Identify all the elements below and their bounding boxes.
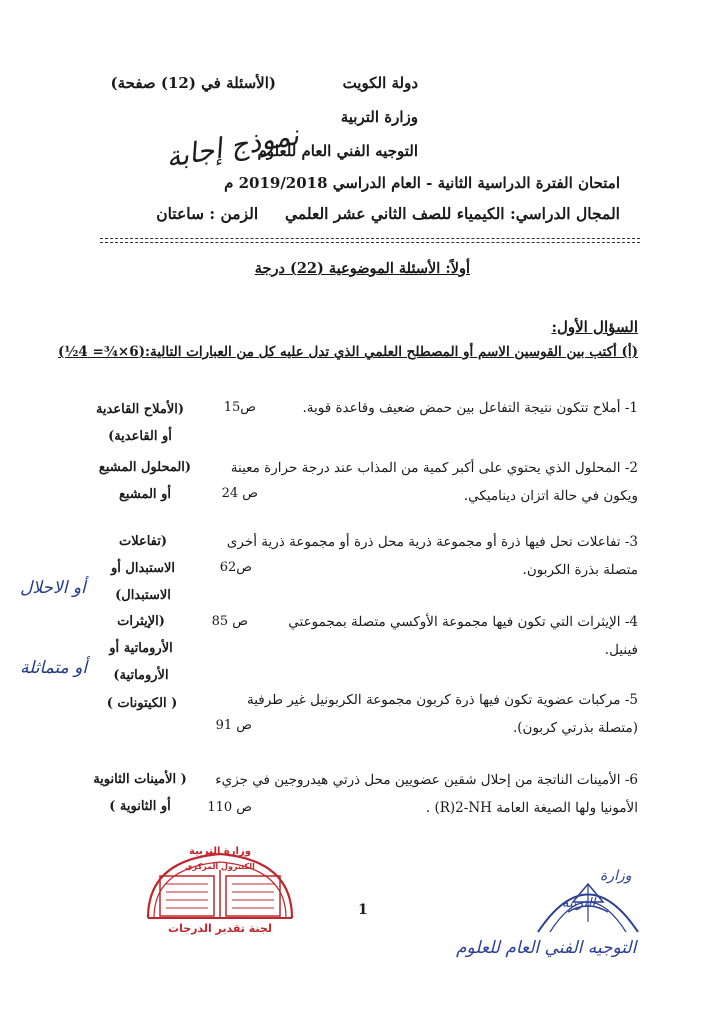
header-rule-2: [100, 242, 640, 243]
item-1-text: 1- أملاح تتكون نتيجة التفاعل بين حمض ضعيف وقاعدة قوية.: [302, 400, 638, 416]
time-label: الزمن :: [209, 204, 259, 223]
item-5-answer: [82, 690, 202, 717]
question-title: السؤال الأول:: [551, 318, 638, 336]
header-rule-1: [100, 238, 640, 239]
item-3-answer: [88, 528, 198, 609]
page-number: 1: [358, 902, 368, 918]
item-4-answer-line-2: الأروماتية أو: [109, 641, 173, 656]
ministry-name: وزارة التربية: [340, 108, 418, 126]
item-2-answer-line-2: أو المشبع: [119, 487, 171, 502]
item-1-answer-line-2: أو القاعدية): [108, 429, 172, 444]
stamp-right-line-1: وزارة: [600, 868, 632, 884]
item-5-answer-line-1: ( الكيتونات ): [106, 696, 178, 711]
grading-committee-stamp: [140, 840, 300, 940]
item-2-answer-line-1: (المحلول المشبع: [98, 460, 192, 475]
question-instruction: (أ) أكتب بين القوسين الاسم أو المصطلح العلمي الذي تدل عليه كل من العبارات التالية:(6×¾= 4½): [57, 344, 638, 360]
item-2-text: 2- المحلول الذي يحتوي على أكبر كمية من المذاب عند درجة حرارة معينة ويكون في حالة اتزان ديناميكي.: [230, 460, 638, 504]
item-6-page: ص 110: [207, 800, 252, 815]
item-1-answer: [70, 396, 210, 450]
item-4-answer-line-3: الأروماتية): [113, 668, 169, 683]
item-5-page: ص 91: [215, 718, 252, 733]
item-4-text: 4- الإيثرات التي تكون فيها مجموعة الأوكسي متصلة بمجموعتي فينيل.: [288, 614, 638, 658]
subject-label: المجال الدراسي:: [510, 204, 620, 223]
stamp-left-bottom: لجنة تقدير الدرجات: [168, 922, 272, 935]
subject-value: الكيمياء للصف الثاني عشر العلمي: [284, 204, 505, 223]
item-3-answer-line-2: الاستبدال أو: [110, 561, 176, 576]
item-3-handwritten-note: أو الاحلال: [20, 578, 86, 598]
item-6-answer-line-2: أو الثانوية ): [109, 799, 171, 814]
item-1-page: ص15: [223, 400, 256, 415]
item-2-answer: [70, 454, 220, 508]
item-4-handwritten-note: أو متماثلة: [20, 658, 88, 678]
item-2-page: ص 24: [221, 486, 258, 501]
pages-note: (الأسئلة في (12) صفحة): [110, 74, 276, 92]
item-4-page: ص 85: [211, 614, 248, 629]
country-name: دولة الكويت: [342, 74, 418, 92]
item-3-text: 3- تفاعلات تحل فيها ذرة أو مجموعة ذرية محل ذرة أو مجموعة ذرية أخرى متصلة بذرة الكربون.: [226, 534, 638, 578]
time-value: ساعتان: [156, 204, 204, 223]
item-6-answer: [70, 766, 210, 820]
department-name: التوجيه الفني العام للعلوم: [257, 142, 418, 160]
answer-model-handwriting: نموذج إجابة: [162, 118, 301, 175]
stamp-right-signature: التوجيه الفني العام للعلوم: [456, 938, 637, 958]
exam-title: امتحان الفترة الدراسية الثانية - العام الدراسي 2019/2018 م: [224, 174, 620, 192]
item-4-answer-line-1: (الإيثرات: [117, 614, 165, 629]
item-3-page: ص62: [219, 560, 252, 575]
section-title: أولاً: الأسئلة الموضوعية (22) درجة: [254, 260, 470, 277]
stamp-left-line-1: وزارة التربية: [189, 846, 251, 857]
stamp-left-line-2: الكنترول المركزي: [185, 862, 255, 871]
item-6-text: 6- الأمينات الناتجة من إحلال شقين عضويين محل ذرتي هيدروجين في جزيء الأمونيا ولها الصيغة العامة R)2-NH) .: [215, 772, 638, 816]
item-6-answer-line-1: ( الأمينات الثانوية: [93, 772, 187, 787]
item-3-answer-line-1: (تفاعلات: [118, 534, 168, 549]
item-3-answer-line-3: الاستبدال): [115, 588, 171, 603]
item-5-text: 5- مركبات عضوية تكون فيها ذرة كربون مجموعة الكربونيل غير طرفية (متصلة بذرتي كربون).: [246, 692, 638, 736]
item-1-answer-line-1: (الأملاح القاعدية: [95, 402, 185, 417]
stamp-right-line-2: التربية: [562, 896, 596, 911]
subject-line: [156, 204, 620, 223]
item-4-answer: [86, 608, 196, 689]
science-directorate-stamp: [450, 862, 660, 974]
